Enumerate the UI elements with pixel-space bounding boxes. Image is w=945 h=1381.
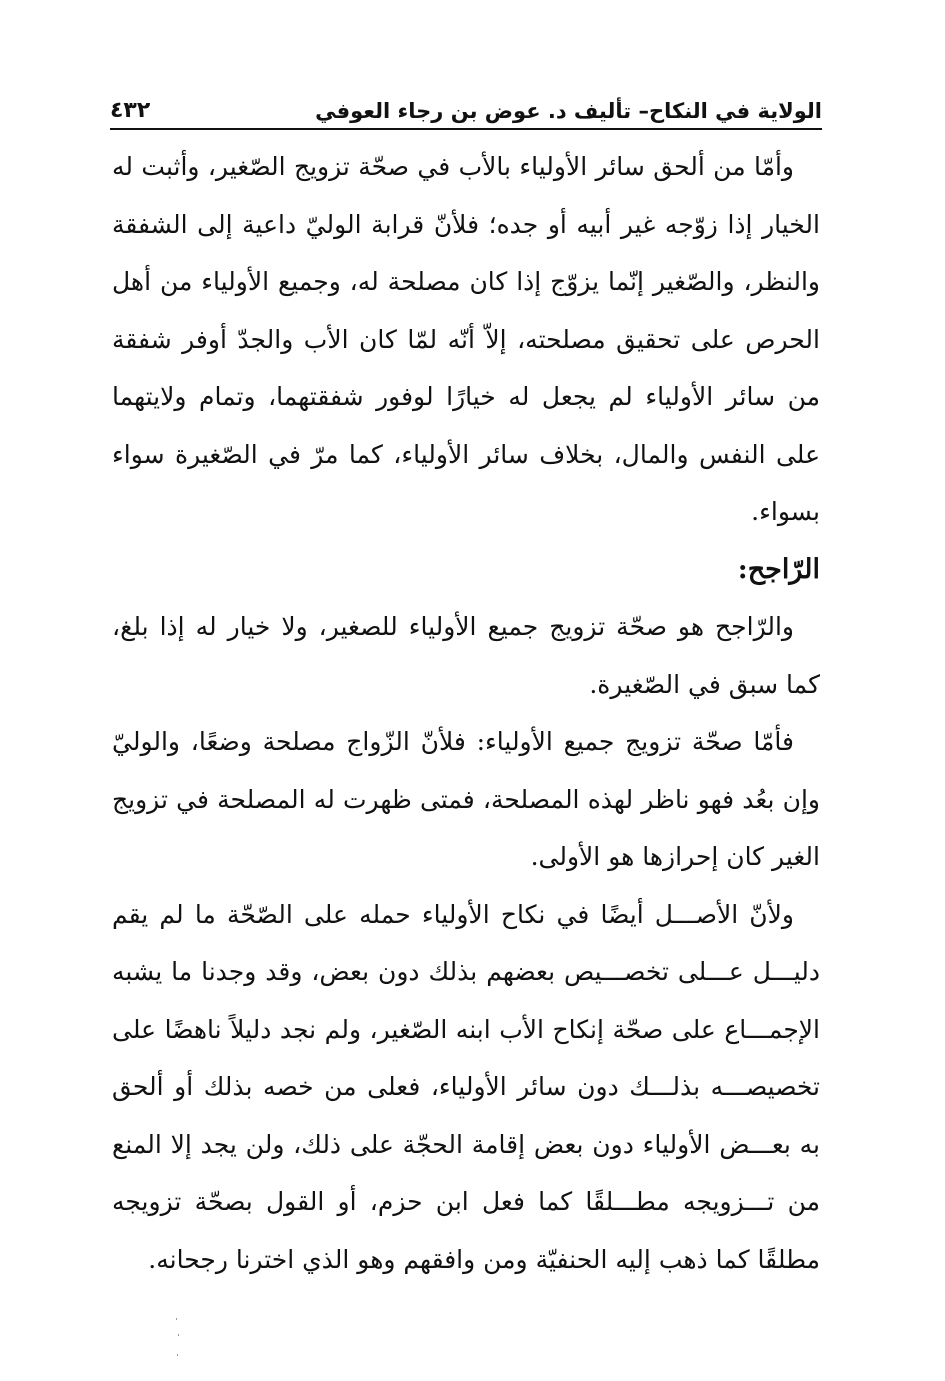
page-body xyxy=(112,138,820,1288)
section-heading: الرّاجح: xyxy=(737,553,820,585)
header-title: الولاية في النكاح– تأليف د. عوض بن رجاء العوفي xyxy=(315,99,822,123)
paragraph-3: فأمّا صحّة تزويج جميع الأولياء: فلأنّ الزّواج مصلحة وضعًا، والوليّ وإن بعُد فهو ناظر لهذه المصلحة، فمتى ظهرت له المصلحة في تزويج الغير كان إحرازها هو الأولى. xyxy=(112,727,820,871)
scan-specks xyxy=(176,1318,180,1358)
paragraph-1: وأمّا من ألحق سائر الأولياء بالأب في صحّة تزويج الصّغير، وأثبت له الخيار إذا زوّجه غير أبيه أو جده؛ فلأنّ قرابة الوليّ داعية إلى الشفقة والنظر، والصّغير إنّما يزوّج إذا كان مصلحة له، وجميع الأولياء من أهل الحرص على تحقيق مصلحته، إلاّ أنّه لمّا كان الأب والجدّ أوفر شفقة من سائر الأولياء لم يجعل له خيارًا لوفور شفقتهما، وتمام ولايتهما على النفس والمال، بخلاف سائر الأولياء، كما مرّ في الصّغيرة سواء بسواء. xyxy=(112,152,820,526)
page-number: ٤٣٢ xyxy=(110,98,151,123)
paragraph-4: ولأنّ الأصـــل أيضًا في نكاح الأولياء حمله على الصّحّة ما لم يقم دليـــل عـــلى تخصـــيص بعضهم بذلك دون بعض، وقد وجدنا ما يشبه الإجمـــاع على صحّة إنكاح الأب ابنه الصّغير، ولم نجد دليلاً ناهضًا على تخصيصـــه بذلـــك دون سائر الأولياء، فعلى من خصه بذلك أو ألحق به بعـــض الأولياء دون بعض إقامة الحجّة على ذلك، ولن يجد إلا المنع من تـــزويجه مطـــلقًا كما فعل ابن حزم، أو القول بصحّة تزويجه مطلقًا كما ذهب إليه الحنفيّة ومن وافقهم وهو الذي اخترنا رجحانه. xyxy=(112,899,820,1274)
running-header xyxy=(110,96,822,128)
paragraph-2: والرّاجح هو صحّة تزويج جميع الأولياء للصغير، ولا خيار له إذا بلغ، كما سبق في الصّغيرة. xyxy=(112,612,820,699)
header-divider xyxy=(110,128,822,130)
